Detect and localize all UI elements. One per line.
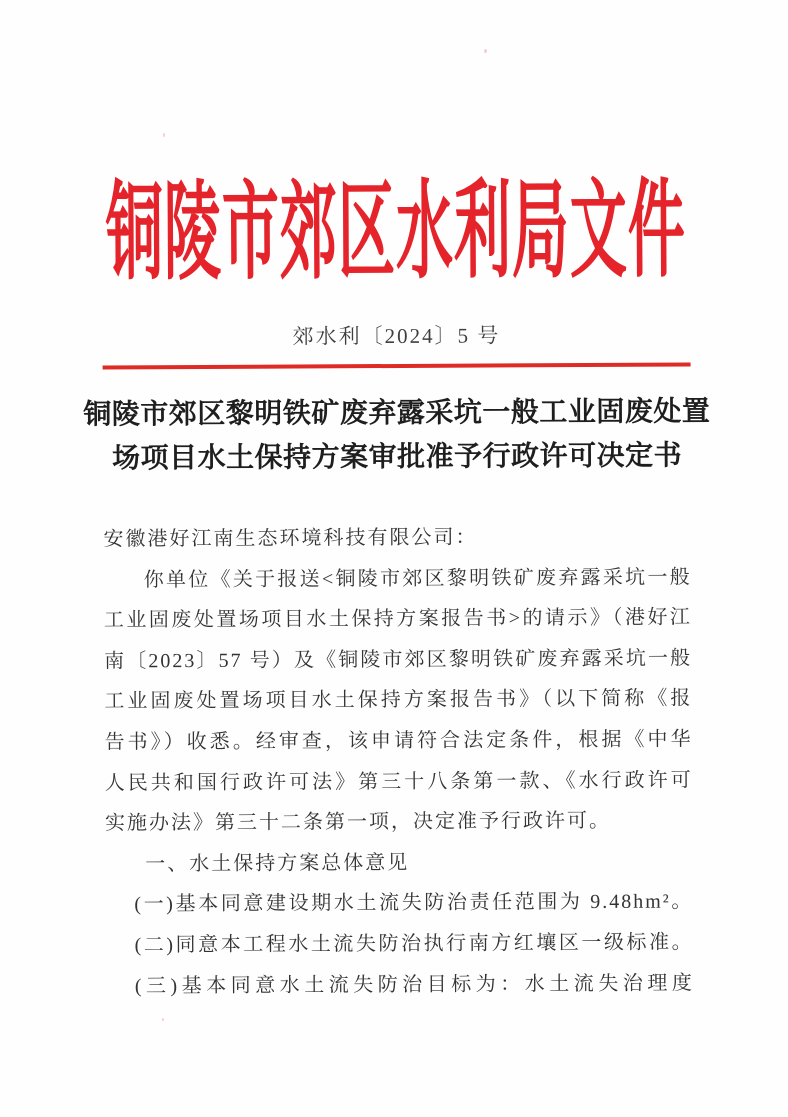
body-line-item-1: (一)基本同意建设期水土流失防治责任范围为 9.48hm²。 [134, 890, 694, 916]
body-line: 人民共和国行政许可法》第三十八条第一款、《水行政许可 [104, 769, 693, 795]
body-line-item-3: (三)基本同意水土流失防治目标为：水土流失治理度 [134, 971, 694, 997]
body-line: 实施办法》第三十二条第一项，决定准予行政许可。 [104, 810, 612, 835]
document-title-line-2: 场项目水土保持方案审批准予行政许可决定书 [111, 439, 683, 474]
body-line: 工业固废处置场项目水土保持方案报告书》（以下简称《报 [104, 687, 693, 713]
body-line-item-2: (二)同意本工程水土流失防治执行南方红壤区一级标准。 [134, 931, 694, 957]
body-line-salutation: 安徽港好江南生态环境科技有限公司： [103, 526, 478, 551]
agency-masthead-title: 铜陵市郊区水利局文件 [105, 172, 687, 295]
document-number: 郊水利〔2024〕5 号 [292, 323, 501, 349]
body-line: 告书》）收悉。经审查，该申请符合法定条件，根据《中华 [104, 728, 693, 754]
body-line-section-heading: 一、水土保持方案总体意见 [145, 851, 410, 876]
body-text [103, 516, 694, 1006]
document-title [83, 389, 711, 480]
body-line: 工业固废处置场项目水土保持方案报告书>的请示》（港好江 [103, 606, 692, 632]
body-line: 你单位《关于报送<铜陵市郊区黎明铁矿废弃露采坑一般 [143, 566, 692, 591]
document-title-line-1: 铜陵市郊区黎明铁矿废弃露采坑一般工业固废处置 [83, 395, 711, 430]
body-line: 南〔2023〕57 号）及《铜陵市郊区黎明铁矿废弃露采坑一般 [104, 647, 693, 673]
